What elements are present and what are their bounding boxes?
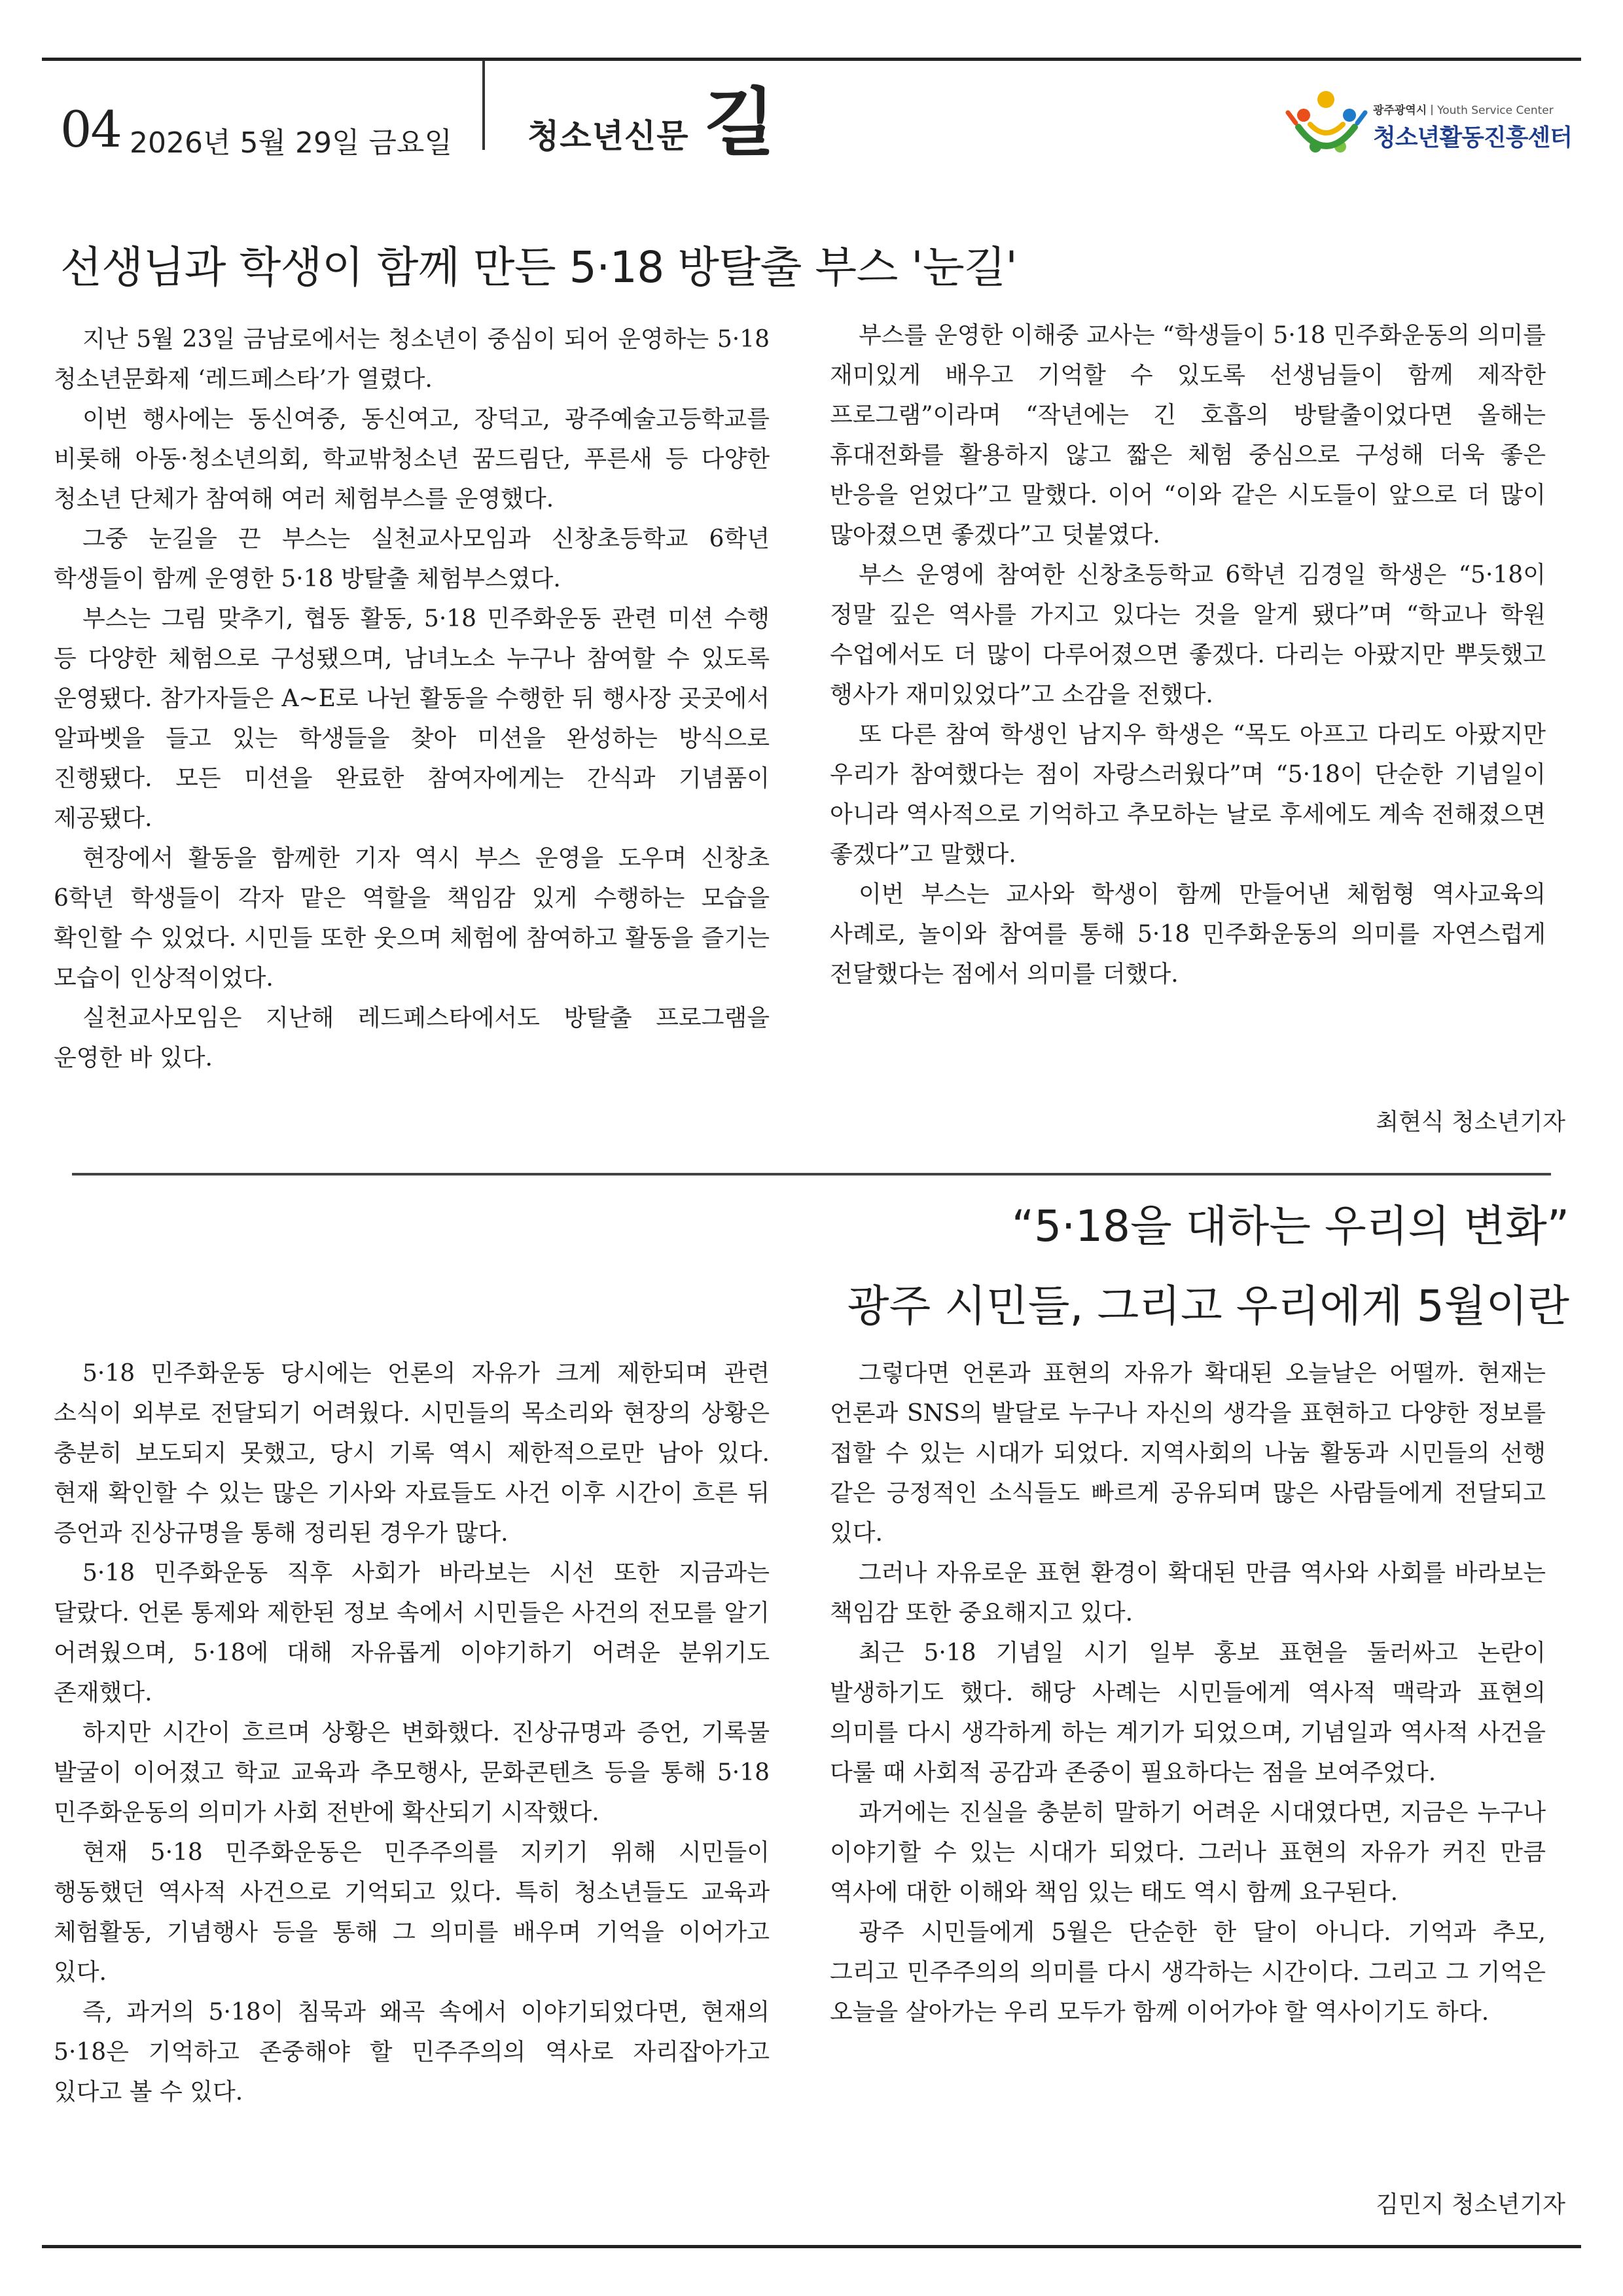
article1-paragraph: 현장에서 활동을 함께한 기자 역시 부스 운영을 도우며 신창초 6학년 학생들이 각자 맡은 역할을 책임감 있게 수행하는 모습을 확인할 수 있었다. 시민들 또한 웃으며 체험에 참여하고 활동을 즐기는 모습이 인상적이었다.	[54, 845, 770, 992]
center-logo	[1284, 86, 1572, 165]
logo-subtitle	[1373, 101, 1554, 117]
article1-paragraph: 실천교사모임은 지난해 레드페스타에서도 방탈출 프로그램을 운영한 바 있다.	[54, 1005, 770, 1071]
issue-date: 2026년 5월 29일 금요일	[130, 126, 452, 160]
article2-paragraph: 그렇다면 언론과 표현의 자유가 확대된 오늘날은 어떨까. 현재는 언론과 SNS의 발달로 누구나 자신의 생각을 표현하고 다양한 정보를 접할 수 있는 시대가 되었다. 지역사회의 나눔 활동과 시민들의 선행 같은 긍정적인 소식들도 빠르게 공유되며 많은 사람들에게 전달되고 있다.	[830, 1360, 1546, 1547]
article1-paragraph: 이번 부스는 교사와 학생이 함께 만들어낸 체험형 역사교육의 사례로, 놀이와 참여를 통해 5·18 민주화운동의 의미를 자연스럽게 전달했다는 점에서 의미를 더했다.	[830, 881, 1546, 988]
article2-headline-line2: 광주 시민들, 그리고 우리에게 5월이란	[847, 1281, 1569, 1331]
article1-right-column	[830, 315, 1546, 994]
article1-paragraph: 부스는 그림 맞추기, 협동 활동, 5·18 민주화운동 관련 미션 수행 등 다양한 체험으로 구성됐으며, 남녀노소 누구나 참여할 수 있도록 운영됐다. 참가자들은 A~E로 나뉜 활동을 수행한 뒤 행사장 곳곳에서 알파벳을 들고 있는 학생들을 찾아 미션을 완성하는 방식으로 진행됐다. 모든 미션을 완료한 참여자에게는 간식과 기념품이 제공됐다.	[54, 605, 770, 832]
article1-headline: 선생님과 학생이 함께 만든 5·18 방탈출 부스 '눈길'	[60, 242, 1018, 293]
article1-paragraph: 부스 운영에 참여한 신창초등학교 6학년 김경일 학생은 “5·18이 정말 깊은 역사를 가지고 있다는 것을 알게 됐다”며 “학교나 학원 수업에서도 더 많이 다루어졌으면 좋겠다. 다리는 아팠지만 뿌듯했고 행사가 재미있었다”고 소감을 전했다.	[830, 562, 1546, 708]
article1-paragraph: 부스를 운영한 이해중 교사는 “학생들이 5·18 민주화운동의 의미를 재미있게 배우고 기억할 수 있도록 선생님들이 함께 제작한 프로그램”이라며 “작년에는 긴 호흡의 방탈출이었다면 올해는 휴대전화를 활용하지 않고 짧은 체험 중심으로 구성해 더욱 좋은 반응을 얻었다”고 말했다. 이어 “이와 같은 시도들이 앞으로 더 많이 많아졌으면 좋겠다”고 덧붙였다.	[830, 322, 1546, 548]
article2-right-column	[830, 1354, 1546, 2032]
article2-paragraph: 광주 시민들에게 5월은 단순한 한 달이 아니다. 기억과 추모, 그리고 민주주의의 의미를 다시 생각하는 시간이다. 그리고 그 기억은 오늘을 살아가는 우리 모두가 함께 이어가야 할 역사이기도 하다.	[830, 1919, 1546, 2026]
header-divider	[482, 60, 485, 150]
article1-byline: 최현식 청소년기자	[1376, 1109, 1565, 1136]
logo-english: Youth Service Center	[1437, 104, 1554, 117]
logo-separator	[1431, 105, 1433, 115]
article2-byline: 김민지 청소년기자	[1376, 2191, 1565, 2218]
article1-paragraph: 그중 눈길을 끈 부스는 실천교사모임과 신창초등학교 6학년 학생들이 함께 운영한 5·18 방탈출 체험부스였다.	[54, 526, 770, 592]
logo-city: 광주광역시	[1373, 104, 1427, 117]
paper-name: 청소년신문	[527, 117, 689, 155]
article2-paragraph: 최근 5·18 기념일 시기 일부 홍보 표현을 둘러싸고 논란이 발생하기도 했다. 해당 사례는 시민들에게 역사적 맥락과 표현의 의미를 다시 생각하게 하는 계기가 되었으며, 기념일과 역사적 사건을 다룰 때 사회적 공감과 존중이 필요하다는 점을 보여주었다.	[830, 1640, 1546, 1786]
article1-left-column	[54, 319, 770, 1078]
article2-paragraph: 5·18 민주화운동 직후 사회가 바라보는 시선 또한 지금과는 달랐다. 언론 통제와 제한된 정보 속에서 시민들은 사건의 전모를 알기 어려웠으며, 5·18에 대해 자유롭게 이야기하기 어려운 분위기도 존재했다.	[54, 1560, 770, 1706]
logo-name: 청소년활동진흥센터	[1373, 124, 1572, 151]
article2-paragraph: 현재 5·18 민주화운동은 민주주의를 지키기 위해 시민들이 행동했던 역사적 사건으로 기억되고 있다. 특히 청소년들도 교육과 체험활동, 기념행사 등을 통해 그 의미를 배우며 기억을 이어가고 있다.	[54, 1839, 770, 1986]
article1-paragraph: 지난 5월 23일 금남로에서는 청소년이 중심이 되어 운영하는 5·18 청소년문화제 ‘레드페스타’가 열렸다.	[54, 326, 770, 393]
page-number: 04	[60, 100, 121, 158]
article2-headline-line1: “5·18을 대하는 우리의 변화”	[1011, 1201, 1569, 1251]
article1-paragraph: 이번 행사에는 동신여중, 동신여고, 장덕고, 광주예술고등학교를 비롯해 아동·청소년의회, 학교밖청소년 꿈드림단, 푸른새 등 다양한 청소년 단체가 참여해 여러 체험부스를 운영했다.	[54, 406, 770, 512]
article2-paragraph: 5·18 민주화운동 당시에는 언론의 자유가 크게 제한되며 관련 소식이 외부로 전달되기 어려웠다. 시민들의 목소리와 현장의 상황은 충분히 보도되지 못했고, 당시 기록 역시 제한적으로만 남아 있다. 현재 확인할 수 있는 많은 기사와 자료들도 사건 이후 시간이 흐른 뒤 증언과 진상규명을 통해 정리된 경우가 많다.	[54, 1360, 770, 1547]
bottom-rule	[42, 2245, 1581, 2248]
article2-paragraph: 그러나 자유로운 표현 환경이 확대된 만큼 역사와 사회를 바라보는 책임감 또한 중요해지고 있다.	[830, 1560, 1546, 1626]
article2-left-column	[54, 1354, 770, 2112]
article-divider	[72, 1173, 1551, 1175]
article2-paragraph: 과거에는 진실을 충분히 말하기 어려운 시대였다면, 지금은 누구나 이야기할 수 있는 시대가 되었다. 그러나 표현의 자유가 커진 만큼 역사에 대한 이해와 책임 있는 태도 역시 함께 요구된다.	[830, 1799, 1546, 1906]
article1-paragraph: 또 다른 참여 학생인 남지우 학생은 “목도 아프고 다리도 아팠지만 우리가 참여했다는 점이 자랑스러웠다”며 “5·18이 단순한 기념일이 아니라 역사적으로 기억하고 추모하는 날로 후세에도 계속 전해졌으면 좋겠다”고 말했다.	[830, 721, 1546, 868]
article2-paragraph: 즉, 과거의 5·18이 침묵과 왜곡 속에서 이야기되었다면, 현재의 5·18은 기억하고 존중해야 할 민주주의의 역사로 자리잡아가고 있다고 볼 수 있다.	[54, 1999, 770, 2106]
paper-mark: 길	[704, 80, 776, 166]
top-rule	[42, 58, 1581, 61]
youth-people-icon	[1284, 86, 1369, 165]
article2-paragraph: 하지만 시간이 흐르며 상황은 변화했다. 진상규명과 증언, 기록물 발굴이 이어졌고 학교 교육과 추모행사, 문화콘텐츠 등을 통해 5·18 민주화운동의 의미가 사회 전반에 확산되기 시작했다.	[54, 1719, 770, 1826]
